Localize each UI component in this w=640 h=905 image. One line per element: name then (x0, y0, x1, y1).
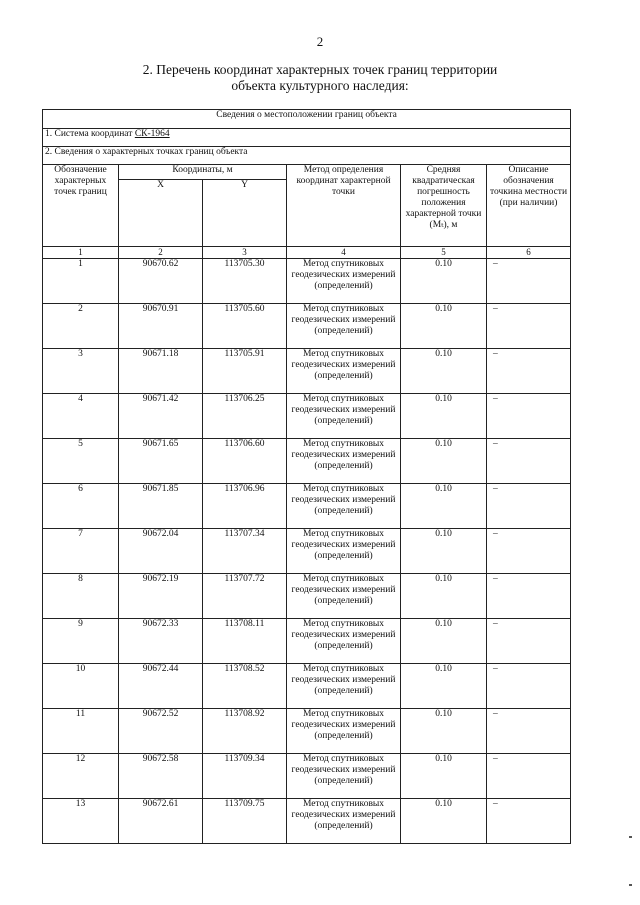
table-row (43, 619, 571, 664)
coordinate-system-label: 1. Система координат (45, 129, 133, 139)
method-cell: Метод спутниковых геодезических измерений (определений) (287, 484, 401, 529)
description-cell: – (487, 394, 571, 439)
table-row (43, 439, 571, 484)
description-cell: – (487, 259, 571, 304)
point-number-cell: 5 (43, 439, 119, 484)
section-title: Сведения о местоположении границ объекта (43, 110, 571, 129)
table-row (43, 754, 571, 799)
method-cell: Метод спутниковых геодезических измерений (определений) (287, 439, 401, 484)
point-number-cell: 12 (43, 754, 119, 799)
description-cell: – (487, 529, 571, 574)
point-number-cell: 9 (43, 619, 119, 664)
column-number: 1 (43, 247, 119, 259)
table-row (43, 664, 571, 709)
coord-y-cell: 113705.91 (203, 349, 287, 394)
description-cell: – (487, 709, 571, 754)
accuracy-cell: 0.10 (401, 529, 487, 574)
points-info-row: 2. Сведения о характерных точках границ объекта (43, 147, 571, 165)
coord-y-cell: 113708.92 (203, 709, 287, 754)
title-line-2: объекта культурного наследия: (231, 78, 409, 93)
coord-x-cell: 90671.42 (119, 394, 203, 439)
header-accuracy: Средняя квадратическая погрешность положения характерной точки (Мₜ), м (401, 165, 487, 247)
header-x: X (119, 180, 203, 247)
coord-x-cell: 90671.85 (119, 484, 203, 529)
coord-x-cell: 90672.58 (119, 754, 203, 799)
method-cell: Метод спутниковых геодезических измерений (определений) (287, 529, 401, 574)
coord-x-cell: 90671.18 (119, 349, 203, 394)
coord-x-cell: 90672.52 (119, 709, 203, 754)
description-cell: – (487, 574, 571, 619)
table-row (43, 484, 571, 529)
description-cell: – (487, 349, 571, 394)
accuracy-cell: 0.10 (401, 619, 487, 664)
accuracy-cell: 0.10 (401, 484, 487, 529)
header-coordinates: Координаты, м (119, 165, 287, 180)
accuracy-cell: 0.10 (401, 394, 487, 439)
accuracy-cell: 0.10 (401, 754, 487, 799)
point-number-cell: 3 (43, 349, 119, 394)
table-row (43, 394, 571, 439)
coord-y-cell: 113705.30 (203, 259, 287, 304)
accuracy-cell: 0.10 (401, 349, 487, 394)
description-cell: – (487, 619, 571, 664)
header-y: Y (203, 180, 287, 247)
method-cell: Метод спутниковых геодезических измерений (определений) (287, 304, 401, 349)
point-number-cell: 8 (43, 574, 119, 619)
point-number-cell: 7 (43, 529, 119, 574)
column-number: 6 (487, 247, 571, 259)
table-row (43, 574, 571, 619)
description-cell: – (487, 799, 571, 844)
column-number: 2 (119, 247, 203, 259)
point-number-cell: 10 (43, 664, 119, 709)
point-number-cell: 4 (43, 394, 119, 439)
accuracy-cell: 0.10 (401, 259, 487, 304)
method-cell: Метод спутниковых геодезических измерений (определений) (287, 709, 401, 754)
coord-y-cell: 113709.34 (203, 754, 287, 799)
column-number: 4 (287, 247, 401, 259)
table-row (43, 709, 571, 754)
description-cell: – (487, 439, 571, 484)
method-cell: Метод спутниковых геодезических измерений (определений) (287, 754, 401, 799)
accuracy-cell: 0.10 (401, 799, 487, 844)
method-cell: Метод спутниковых геодезических измерений (определений) (287, 799, 401, 844)
method-cell: Метод спутниковых геодезических измерений (определений) (287, 259, 401, 304)
coord-y-cell: 113705.60 (203, 304, 287, 349)
coord-x-cell: 90672.61 (119, 799, 203, 844)
accuracy-cell: 0.10 (401, 304, 487, 349)
column-number: 5 (401, 247, 487, 259)
coord-x-cell: 90672.04 (119, 529, 203, 574)
coord-y-cell: 113706.96 (203, 484, 287, 529)
accuracy-cell: 0.10 (401, 439, 487, 484)
coord-y-cell: 113709.75 (203, 799, 287, 844)
column-number: 3 (203, 247, 287, 259)
coord-y-cell: 113708.11 (203, 619, 287, 664)
table-body (43, 110, 571, 844)
accuracy-cell: 0.10 (401, 664, 487, 709)
description-cell: – (487, 664, 571, 709)
method-cell: Метод спутниковых геодезических измерений (определений) (287, 349, 401, 394)
column-number-row (43, 247, 571, 259)
page-number: 2 (316, 34, 324, 49)
scan-speck (629, 836, 632, 838)
coord-x-cell: 90672.19 (119, 574, 203, 619)
title-line-1: 2. Перечень координат характерных точек границ территории (142, 62, 498, 77)
coordinate-system-row (43, 129, 571, 147)
coord-y-cell: 113707.34 (203, 529, 287, 574)
coordinates-table (42, 109, 571, 844)
description-cell: – (487, 484, 571, 529)
coord-x-cell: 90671.65 (119, 439, 203, 484)
table-row (43, 259, 571, 304)
description-cell: – (487, 754, 571, 799)
point-number-cell: 11 (43, 709, 119, 754)
table-row (43, 799, 571, 844)
method-cell: Метод спутниковых геодезических измерений (определений) (287, 394, 401, 439)
method-cell: Метод спутниковых геодезических измерений (определений) (287, 574, 401, 619)
table-row (43, 349, 571, 394)
coord-y-cell: 113708.52 (203, 664, 287, 709)
method-cell: Метод спутниковых геодезических измерений (определений) (287, 619, 401, 664)
header-description: Описание обозначения точкина местности (при наличии) (487, 165, 571, 247)
scan-speck (629, 884, 632, 886)
method-cell: Метод спутниковых геодезических измерений (определений) (287, 664, 401, 709)
point-number-cell: 13 (43, 799, 119, 844)
coord-x-cell: 90672.44 (119, 664, 203, 709)
point-number-cell: 1 (43, 259, 119, 304)
point-number-cell: 6 (43, 484, 119, 529)
coord-x-cell: 90672.33 (119, 619, 203, 664)
description-cell: – (487, 304, 571, 349)
accuracy-cell: 0.10 (401, 574, 487, 619)
header-method: Метод определения координат характерной точки (287, 165, 401, 247)
coordinate-system-value: СК-1964 (134, 129, 170, 139)
coord-y-cell: 113706.60 (203, 439, 287, 484)
accuracy-cell: 0.10 (401, 709, 487, 754)
table-row (43, 529, 571, 574)
header-point: Обозначение характерных точек границ (43, 165, 119, 247)
coord-x-cell: 90670.62 (119, 259, 203, 304)
page-title (60, 62, 580, 94)
coord-y-cell: 113707.72 (203, 574, 287, 619)
point-number-cell: 2 (43, 304, 119, 349)
coord-x-cell: 90670.91 (119, 304, 203, 349)
table-row (43, 304, 571, 349)
coord-y-cell: 113706.25 (203, 394, 287, 439)
